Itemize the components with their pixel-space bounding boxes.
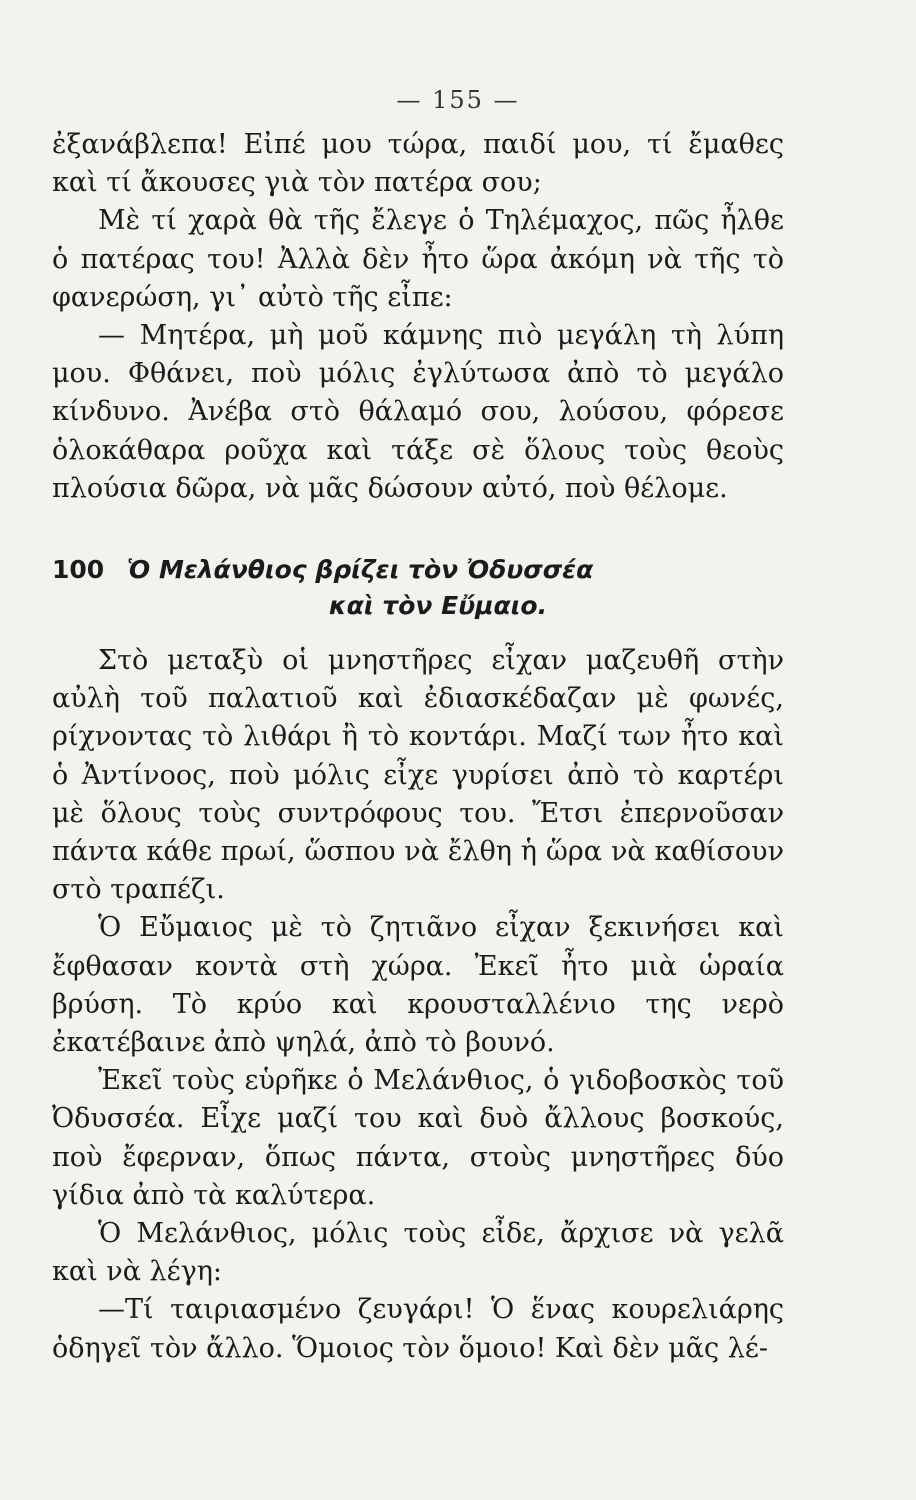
paragraph: Στὸ μεταξὺ οἱ μνηστῆρες εἶχαν μαζευθῆ στὴν αὐλὴ τοῦ παλατιοῦ καὶ ἐδιασκέδαζαν μὲ φωνές, ρίχνοντας τὸ λιθάρι ἢ τὸ κοντάρι. Μαζί των ἦτο καὶ ὁ Ἀντίνοος, ποὺ μόλις εἶχε γυρίσει ἀπὸ τὸ καρτέρι μὲ ὅλους τοὺς συντρόφους του. Ἔτσι ἐπερνοῦσαν πάντα κάθε πρωί, ὥσπου νὰ ἔλθη ἡ ὥρα νὰ καθίσουν στὸ τραπέζι. <box>52 645 784 906</box>
paragraph: Μὲ τί χαρὰ θὰ τῆς ἔλεγε ὁ Τηλέμαχος, πῶς ἦλθε ὁ πατέρας του! Ἀλλὰ δὲν ἦτο ὥρα ἀκόμη νὰ τῆς τὸ φανερώση, γι᾽ αὐτὸ τῆς εἶπε: <box>52 205 784 313</box>
section-title-line2: καὶ τὸν Εὔμαιο. <box>328 591 548 621</box>
paragraph: Ὁ Εὔμαιος μὲ τὸ ζητιᾶνο εἶχαν ξεκινήσει καὶ ἔφθασαν κοντὰ στὴ χώρα. Ἐκεῖ ἦτο μιὰ ὡραία βρύση. Τὸ κρύο καὶ κρουσταλλένιο της νερὸ ἐκατέβαινε ἀπὸ ψηλά, ἀπὸ τὸ βουνό. <box>52 912 784 1059</box>
page-number: — 155 — <box>396 86 520 114</box>
section-title-line1: Ὁ Μελάνθιος βρίζει τὸν Ὀδυσσέα <box>126 555 594 585</box>
paragraph: —Τί ταιριασμένο ζευγάρι! Ὁ ἕνας κουρελιάρης ὁδηγεῖ τὸν ἄλλο. Ὅμοιος τὸν ὅμοιο! Καὶ δὲν μᾶς λέ- <box>52 1294 784 1364</box>
paragraph: Ὁ Μελάνθιος, μόλις τοὺς εἶδε, ἄρχισε νὰ γελᾶ καὶ νὰ λέγη: <box>52 1218 784 1288</box>
page-body <box>52 126 784 1368</box>
paragraph: ἐξανάβλεπα! Εἰπέ μου τώρα, παιδί μου, τί ἔμαθες καὶ τί ἄκουσες γιὰ τὸν πατέρα σου; <box>52 129 784 199</box>
paragraph: — Μητέρα, μὴ μοῦ κάμνης πιὸ μεγάλη τὴ λύπη μου. Φθάνει, ποὺ μόλις ἐγλύτωσα ἀπὸ τὸ μεγάλο κίνδυνο. Ἀνέβα στὸ θάλαμό σου, λούσου, φόρεσε ὁλοκάθαρα ροῦχα καὶ τάξε σὲ ὅλους τοὺς θεοὺς πλούσια δῶρα, νὰ μᾶς δώσουν αὐτό, ποὺ θέλομε. <box>52 320 784 504</box>
paragraph: Ἐκεῖ τοὺς εὑρῆκε ὁ Μελάνθιος, ὁ γιδοβοσκὸς τοῦ Ὀδυσσέα. Εἶχε μαζί του καὶ δυὸ ἄλλους βοσκούς, ποὺ ἔφερναν, ὅπως πάντα, στοὺς μνηστῆρες δύο γίδια ἀπὸ τὰ καλύτερα. <box>52 1065 784 1211</box>
section-number: 100 <box>52 555 105 585</box>
section-heading <box>52 552 784 624</box>
